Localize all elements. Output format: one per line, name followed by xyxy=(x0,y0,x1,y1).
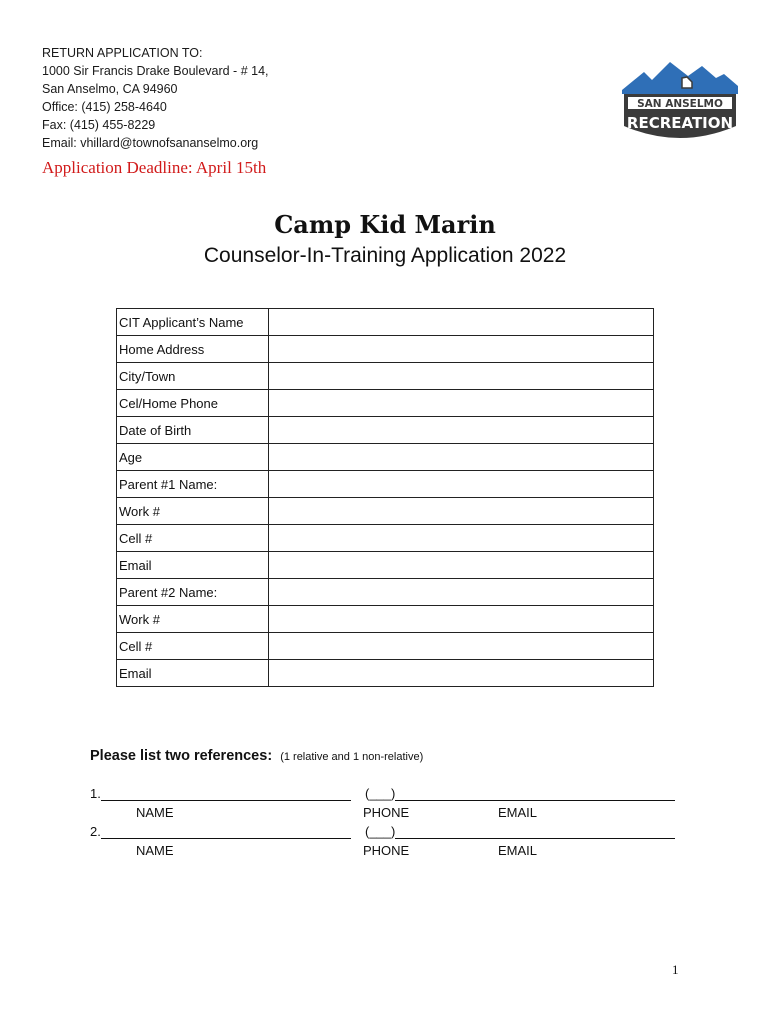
form-row xyxy=(117,525,654,552)
phone-caption: PHONE xyxy=(363,843,410,858)
form-field-input[interactable] xyxy=(269,444,654,471)
form-row xyxy=(117,552,654,579)
email-caption: EMAIL xyxy=(498,805,538,820)
form-field-input[interactable] xyxy=(269,390,654,417)
reference-phone-email-field[interactable] xyxy=(395,800,675,801)
form-field-input[interactable] xyxy=(269,309,654,336)
form-field-input[interactable] xyxy=(269,498,654,525)
form-row xyxy=(117,309,654,336)
form-field-input[interactable] xyxy=(269,525,654,552)
form-row xyxy=(117,660,654,687)
reference-phone-prefix: (___) xyxy=(365,824,396,839)
form-field-label: Email xyxy=(117,552,269,579)
city-state-zip: San Anselmo, CA 94960 xyxy=(42,82,178,96)
contact-email: Email: vhillard@townofsananselmo.org xyxy=(42,136,259,150)
form-field-label: CIT Applicant’s Name xyxy=(117,309,269,336)
form-row xyxy=(117,390,654,417)
references-heading xyxy=(90,748,423,764)
form-field-input[interactable] xyxy=(269,606,654,633)
form-field-input[interactable] xyxy=(269,660,654,687)
form-field-input[interactable] xyxy=(269,633,654,660)
form-field-input[interactable] xyxy=(269,417,654,444)
street-address: 1000 Sir Francis Drake Boulevard - # 14, xyxy=(42,64,269,78)
office-phone: Office: (415) 258-4640 xyxy=(42,100,167,114)
application-form-table xyxy=(116,308,654,687)
return-address-block xyxy=(42,44,269,152)
form-field-label: Date of Birth xyxy=(117,417,269,444)
form-field-input[interactable] xyxy=(269,363,654,390)
reference-name-field[interactable] xyxy=(101,838,351,839)
form-field-label: City/Town xyxy=(117,363,269,390)
references-note: (1 relative and 1 non-relative) xyxy=(280,751,424,763)
reference-number: 1. xyxy=(90,786,101,801)
phone-caption: PHONE xyxy=(363,805,410,820)
reference-number: 2. xyxy=(90,824,101,839)
form-field-label: Parent #2 Name: xyxy=(117,579,269,606)
form-field-input[interactable] xyxy=(269,471,654,498)
form-row xyxy=(117,417,654,444)
reference-phone-prefix: (___) xyxy=(365,786,396,801)
form-field-label: Cel/Home Phone xyxy=(117,390,269,417)
form-field-input[interactable] xyxy=(269,552,654,579)
return-heading: RETURN APPLICATION TO: xyxy=(42,46,203,60)
reference-phone-email-field[interactable] xyxy=(395,838,675,839)
page-number: 1 xyxy=(672,962,679,977)
form-field-label: Work # xyxy=(117,606,269,633)
form-field-label: Work # xyxy=(117,498,269,525)
form-field-input[interactable] xyxy=(269,579,654,606)
form-field-label: Home Address xyxy=(117,336,269,363)
form-field-input[interactable] xyxy=(269,336,654,363)
name-caption: NAME xyxy=(136,843,174,858)
form-field-label: Parent #1 Name: xyxy=(117,471,269,498)
form-row xyxy=(117,444,654,471)
form-row xyxy=(117,579,654,606)
logo-bottom-text: RECREATION xyxy=(626,114,734,132)
form-row xyxy=(117,633,654,660)
name-caption: NAME xyxy=(136,805,174,820)
logo-top-text: SAN ANSELMO xyxy=(637,98,723,110)
san-anselmo-recreation-logo xyxy=(618,56,742,148)
form-field-label: Age xyxy=(117,444,269,471)
page-title: Camp Kid Marin xyxy=(274,210,496,239)
form-row xyxy=(117,498,654,525)
form-field-label: Email xyxy=(117,660,269,687)
reference-name-field[interactable] xyxy=(101,800,351,801)
fax-number: Fax: (415) 455-8229 xyxy=(42,118,156,132)
email-caption: EMAIL xyxy=(498,843,538,858)
references-heading-text: Please list two references: xyxy=(90,748,273,764)
form-row xyxy=(117,471,654,498)
form-row xyxy=(117,606,654,633)
form-row xyxy=(117,363,654,390)
form-row xyxy=(117,336,654,363)
page-subtitle: Counselor-In-Training Application 2022 xyxy=(203,244,567,267)
form-field-label: Cell # xyxy=(117,525,269,552)
application-deadline: Application Deadline: April 15th xyxy=(42,158,267,177)
form-field-label: Cell # xyxy=(117,633,269,660)
